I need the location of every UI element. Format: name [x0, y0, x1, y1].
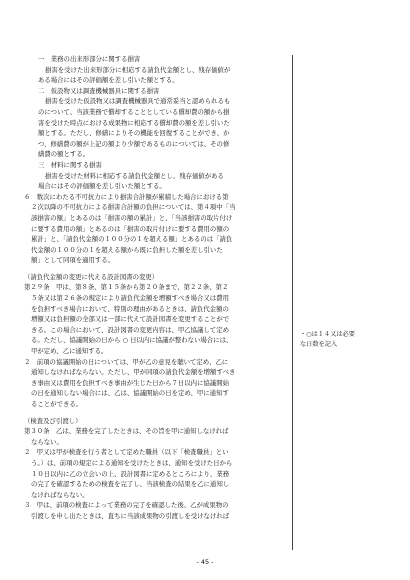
text-line: 損害を受けた出来形部分に相応する請負代金額とし、残存価値が: [45, 65, 231, 74]
text-line: ６ 数次にわたる不可抗力により損害合計額が累積した場合における第: [24, 192, 229, 201]
text-line: つ、修繕費の額が上記の額より少額であるものについては、その修: [38, 139, 230, 148]
text-line: 額とする。ただし、修繕によりその機能を回復することができ、か: [38, 129, 230, 138]
text-line: なければならない。: [31, 490, 89, 499]
text-line: 該損害の額」とあるのは「損害の額の累計」と、「当該損害の取片付け: [31, 213, 233, 222]
text-line: １０日以内に乙の立会いの上、設計図書に定めるところにより、業務: [31, 469, 230, 478]
text-line: ３ 甲は、前項の検査によって業務の完了を確認した後、乙が成果物の: [24, 501, 229, 510]
text-line: ることができる。: [31, 400, 83, 408]
text-line: （検査及び引渡し）: [24, 416, 82, 425]
text-line: 累計」と、「請負代金額の１００分の１を超える額」とあるのは「請負: [31, 235, 233, 244]
text-line: 損害を受けた仮設物又は調査機械器具で通常妥当と認められるも: [45, 97, 231, 106]
margin-note: [300, 330, 392, 350]
margin-divider-line: [292, 55, 293, 550]
margin-note-line: な日数を記入: [300, 341, 338, 348]
text-line: 繕費の額とする。: [38, 150, 90, 159]
text-line: ある場合にはその評価額を差し引いた額とする。: [38, 76, 179, 85]
text-line: 第２９条 甲は、第８条、第１５条から第２０条まで、第２２条、第２: [24, 283, 229, 292]
text-line: ２ 前項の協議開始の日については、甲が乙の意見を聴いて定め、乙に: [24, 357, 229, 366]
text-line: 害を受けた時点における成果物に相応する償却費の額を差し引いた: [38, 118, 230, 127]
text-line: 甲が定め、乙に通知する。: [31, 347, 108, 356]
text-line: 代金額の１００分の１を超える額から既に負担した額を差し引いた: [31, 245, 223, 254]
main-text-column: [24, 54, 286, 522]
text-line: の日を通知しない場合には、乙は、協議開始の日を定め、甲に通知す: [31, 389, 229, 398]
text-line: を負担すべき場合において、特別の理由があるときは、請負代金額の: [31, 304, 229, 313]
text-line: ２次以降の不可抗力による損害合計額の負担については、第４項中「当: [31, 203, 236, 212]
text-line: に要する費用の額」とあるのは「損害の取片付けに要する費用の額の: [31, 224, 230, 233]
text-line: る。ただし、協議開始の日から ○ 日以内に協議が整わない場合には、: [31, 336, 233, 345]
text-line: 損害を受けた材料に相応する請負代金額とし、残存価値がある: [45, 171, 224, 180]
text-line: 増額又は負担額の全部又は一部に代えて設計図書を変更することがで: [31, 315, 230, 324]
text-line: 通知しなければならない。ただし、甲が同項の請負代金額を増額すべき: [31, 368, 236, 377]
margin-note-line: ・○は１４又は必要: [300, 331, 355, 338]
text-line: （請負代金額の変更に代える設計図書の変更）: [24, 272, 159, 281]
text-line: ２ 甲又は甲が検査を行う者として定めた職員（以下「検査職員」とい: [24, 448, 229, 457]
text-line: 額」として同項を適用する。: [31, 256, 115, 265]
text-line: きる。この場合において、設計図書の変更内容は、甲乙協議して定め: [31, 325, 229, 334]
text-line: のについて、当該業務で償却することとしている償却費の額から損: [38, 107, 230, 116]
text-line: ならない。: [31, 437, 63, 446]
text-line: 場合にはその評価額を差し引いた額とする。: [38, 182, 166, 191]
page-number: - 45 -: [196, 558, 214, 566]
text-line: 三 材料に関する損害: [38, 160, 102, 169]
text-line: 二 仮設物又は調査機械器具に関する損害: [38, 86, 160, 95]
text-line: 第３０条 乙は、業務を完了したときは、その旨を甲に通知しなければ: [24, 427, 229, 436]
text-line: う。）は、前項の規定による通知を受けたときは、通知を受けた日から: [31, 458, 233, 467]
text-line: の完了を確認するための検査を完了し、当該検査の結果を乙に通知し: [31, 480, 230, 489]
text-line: ５条又は第２６条の規定により請負代金額を増額すべき場合又は費用: [31, 294, 229, 303]
text-line: 一 業務の出来形部分に関する損害: [38, 55, 141, 63]
text-line: き事由又は費用を負担すべき事由が生じた日から７日以内に協議開始: [31, 378, 229, 387]
text-line: 引渡しを申し出たときは、直ちに当該成果物の引渡しを受けなければ: [31, 511, 230, 520]
